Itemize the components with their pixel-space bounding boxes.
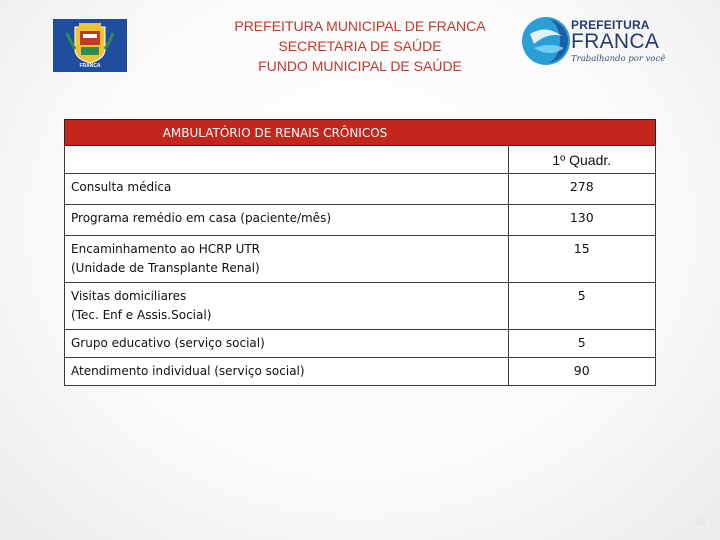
table-title-row <box>65 120 656 146</box>
header-line-3: FUNDO MUNICIPAL DE SAÚDE <box>258 58 462 74</box>
crest-label: FRANCA <box>79 63 101 69</box>
table-row <box>65 330 656 358</box>
row-label-line-1: Encaminhamento ao HCRP UTR <box>71 242 261 256</box>
column-header-quadrimester: 1º Quadr. <box>508 146 656 174</box>
row-label <box>65 358 509 386</box>
table-header-row <box>65 146 656 174</box>
logo-tagline: Trabalhando por você <box>571 54 666 64</box>
empty-header-cell <box>65 146 509 174</box>
city-crest-logo <box>53 19 127 72</box>
table-row <box>65 283 656 330</box>
row-value: 5 <box>508 330 656 358</box>
row-label <box>65 283 509 330</box>
logo-swirl-icon <box>520 14 572 68</box>
row-label <box>65 205 509 236</box>
row-value: 15 <box>508 236 656 283</box>
data-table <box>64 119 656 386</box>
row-label <box>65 330 509 358</box>
row-label <box>65 236 509 283</box>
table-row <box>65 174 656 205</box>
row-label-line-1: Consulta médica <box>71 180 172 194</box>
table-row <box>65 358 656 386</box>
header-line-2: SECRETARIA DE SAÚDE <box>278 38 442 54</box>
logo-name-text: FRANCA <box>571 30 660 53</box>
table-row <box>65 205 656 236</box>
row-label-line-2: (Tec. Enf e Assis.Social) <box>71 308 212 322</box>
row-label-line-1: Atendimento individual (serviço social) <box>71 364 305 378</box>
table-title-cell <box>65 120 656 146</box>
row-label-line-1: Visitas domiciliares <box>71 289 187 303</box>
header-title <box>200 16 520 76</box>
row-value: 90 <box>508 358 656 386</box>
table-row <box>65 236 656 283</box>
row-label-line-2: (Unidade de Transplante Renal) <box>71 261 260 275</box>
row-value: 130 <box>508 205 656 236</box>
header-line-1: PREFEITURA MUNICIPAL DE FRANCA <box>234 18 486 34</box>
row-value: 5 <box>508 283 656 330</box>
page-number: 33 <box>694 517 706 528</box>
table-title: AMBULATÓRIO DE RENAIS CRÔNICOS <box>162 125 388 140</box>
row-label-line-1: Grupo educativo (serviço social) <box>71 336 265 350</box>
row-label <box>65 174 509 205</box>
row-value: 278 <box>508 174 656 205</box>
row-label-line-1: Programa remédio em casa (paciente/mês) <box>71 211 331 225</box>
prefeitura-franca-logo <box>516 12 666 70</box>
logo-top-text: PREFEITURA <box>571 18 650 32</box>
